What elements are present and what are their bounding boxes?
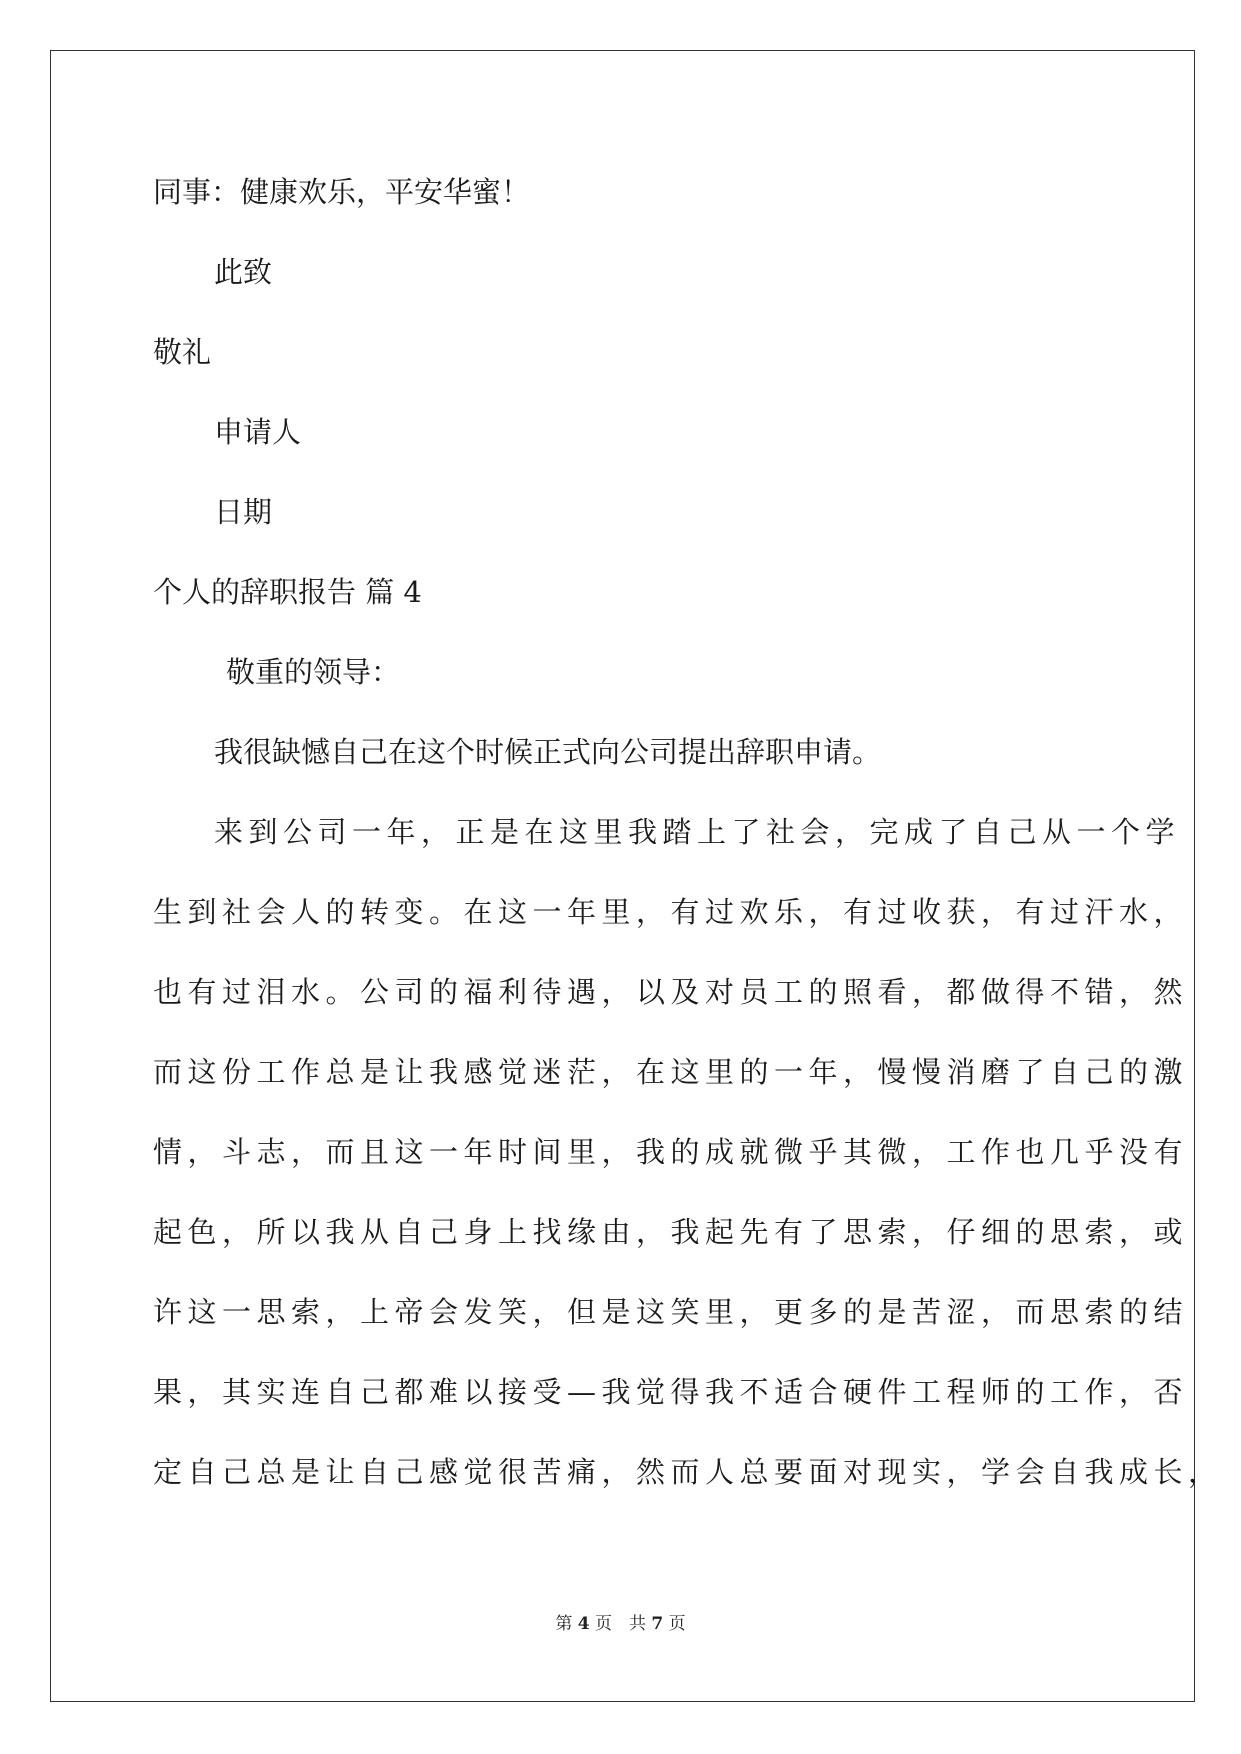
- footer-suffix: 页: [668, 1614, 686, 1634]
- paragraph-line-2: 来到公司一年，正是在这里我踏上了社会，完成了自己从一个学: [214, 815, 1181, 849]
- paragraph-line-5: 而这份工作总是让我感觉迷茫，在这里的一年，慢慢消磨了自己的激: [153, 1055, 1189, 1089]
- footer-page-current: 4: [577, 1614, 590, 1634]
- paragraph-line-9: 果，其实连自己都难以接受—我觉得我不适合硬件工程师的工作，否: [153, 1375, 1189, 1409]
- paragraph-line-6: 情，斗志，而且这一年时间里，我的成就微乎其微，工作也几乎没有: [153, 1135, 1189, 1169]
- page-footer: [0, 1612, 1241, 1636]
- salutation-jingli: 敬礼: [153, 335, 212, 369]
- paragraph-line-4: 也有过泪水。公司的福利待遇，以及对员工的照看，都做得不错，然: [153, 975, 1189, 1009]
- paragraph-line-1: 我很缺憾自己在这个时候正式向公司提出辞职申请。: [214, 735, 882, 769]
- section-heading: 个人的辞职报告 篇 4: [153, 575, 422, 609]
- paragraph-line-10: 定自己总是让自己感觉很苦痛，然而人总要面对现实，学会自我成长，: [153, 1455, 1223, 1489]
- footer-page-total: 7: [651, 1614, 664, 1634]
- applicant-label: 申请人: [214, 415, 302, 449]
- footer-mid: 页 共: [595, 1614, 646, 1634]
- date-label: 日期: [214, 495, 273, 529]
- closing-wish-line: 同事：健康欢乐，平安华蜜！: [153, 175, 531, 209]
- paragraph-line-3: 生到社会人的转变。在这一年里，有过欢乐，有过收获，有过汗水，: [153, 895, 1189, 929]
- salutation-cizhi: 此致: [214, 255, 273, 289]
- paragraph-line-7: 起色，所以我从自己身上找缘由，我起先有了思索，仔细的思索，或: [153, 1215, 1189, 1249]
- footer-prefix: 第: [555, 1614, 573, 1634]
- paragraph-line-8: 许这一思索，上帝会发笑，但是这笑里，更多的是苦涩，而思索的结: [153, 1295, 1189, 1329]
- greeting-line: 敬重的领导：: [226, 655, 401, 689]
